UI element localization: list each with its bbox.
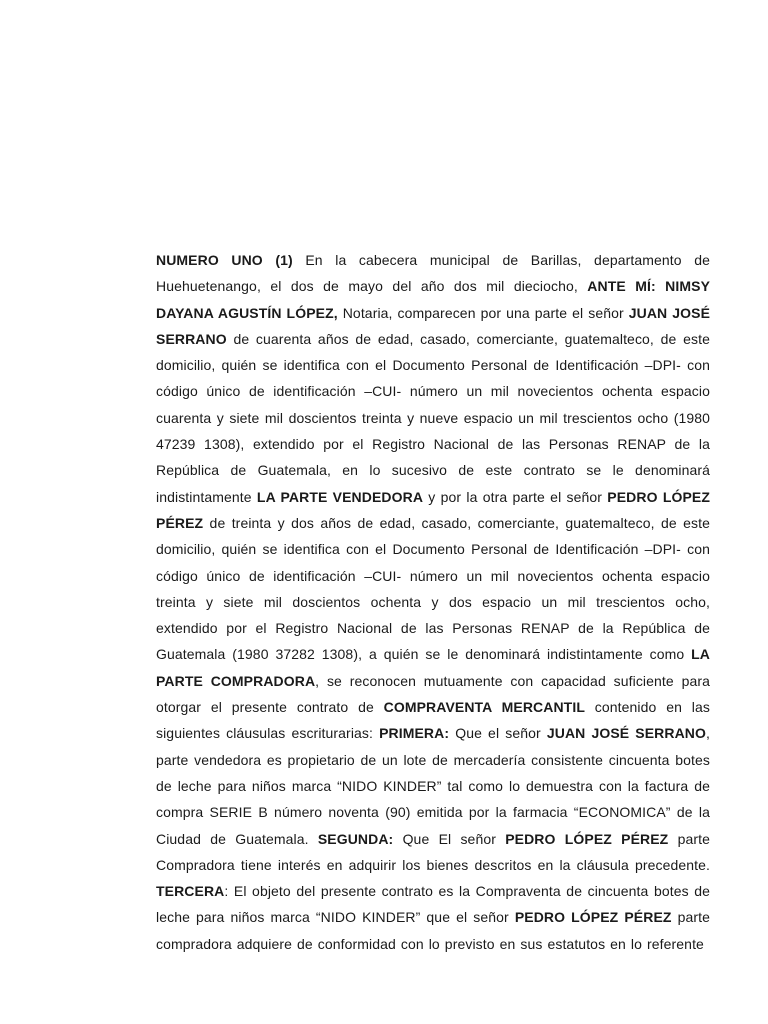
- text-run: de cuarenta años de edad, casado, comerciante, guatemalteco, de este domicilio, quién se identifica con el Documento Personal de Identificación –DPI- con código único de identificación –CUI- número un mil novecientos ochenta espacio cuarenta y siete mil doscientos treinta y nueve espacio un mil trescientos ocho (1980 47239 1308), extendido por el Registro Nacional de las Personas RENAP de la República de Guatemala, en lo sucesivo de este contrato se le denominará indistintamente: [156, 330, 710, 505]
- text-run: TERCERA: [156, 883, 225, 900]
- text-run: , se reconocen mutuamente con capacidad suficiente para otorgar el presente contrato de: [156, 672, 710, 716]
- contract-paragraph: [156, 247, 710, 957]
- text-run: NUMERO UNO (1): [156, 252, 293, 268]
- text-run: Que el señor: [449, 725, 547, 742]
- text-run: LA PARTE COMPRADORA: [156, 646, 710, 689]
- text-run: : El objeto del presente contrato es la Compraventa de cincuenta botes de leche para niños marca “NIDO KINDER” que el señor: [156, 883, 710, 926]
- text-run: de treinta y dos años de edad, casado, comerciante, guatemalteco, de este domicilio, quién se identifica con el Documento Personal de Identificación –DPI- con código único de identificación –CUI- número un mil novecientos ochenta espacio treinta y siete mil doscientos ochenta y dos espacio un mil trescientos ocho, extendido por el Registro Nacional de las Personas RENAP de la República de Guatemala (1980 37282 1308), a quién se le denominará indistintamente como: [156, 514, 710, 663]
- text-run: contenido en las siguientes cláusulas escriturarias:: [156, 699, 711, 742]
- text-run: PEDRO LÓPEZ PÉREZ: [514, 909, 672, 926]
- text-run: SEGUNDA:: [317, 830, 394, 847]
- text-run: COMPRAVENTA MERCANTIL: [383, 699, 585, 716]
- text-run: parte compradora adquiere de conformidad con lo previsto en sus estatutos en lo referente: [156, 909, 710, 952]
- text-run: Que El señor: [393, 830, 506, 847]
- text-run: PRIMERA:: [379, 725, 450, 742]
- text-run: PEDRO LÓPEZ PÉREZ: [156, 488, 710, 531]
- text-run: LA PARTE VENDEDORA: [256, 488, 424, 505]
- text-run: ANTE MÍ: NIMSY DAYANA AGUSTÍN LÓPEZ,: [156, 278, 711, 321]
- text-run: PEDRO LÓPEZ PÉREZ: [505, 830, 669, 847]
- text-run: En la cabecera municipal de Barillas, departamento de Huehuetenango, el dos de mayo del año dos mil dieciocho,: [156, 252, 710, 295]
- text-run: JUAN JOSÉ SERRANO: [546, 725, 706, 742]
- text-run: JUAN JOSÉ SERRANO: [156, 304, 711, 347]
- text-run: parte Compradora tiene interés en adquirir los bienes descritos en la cláusula precedente.: [156, 830, 710, 873]
- text-run: Notaria, comparecen por una parte el señor: [337, 304, 629, 321]
- text-run: , parte vendedora es propietario de un lote de mercadería consistente cincuenta botes de leche para niños marca “NIDO KINDER” tal como lo demuestra con la factura de compra SERIE B número noventa (90) emitida por la farmacia “ECONOMICA” de la Ciudad de Guatemala.: [156, 725, 710, 847]
- text-run: y por la otra parte el señor: [423, 488, 608, 505]
